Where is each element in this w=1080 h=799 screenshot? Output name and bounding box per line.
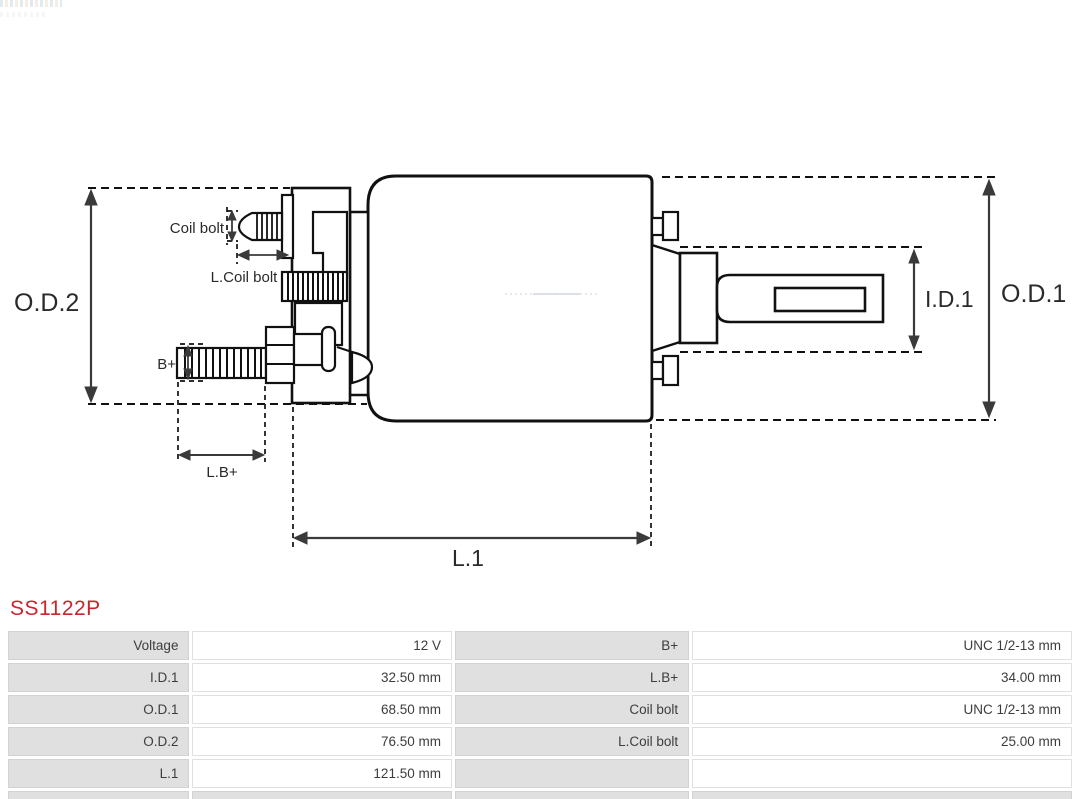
- coil-thread-block: [282, 272, 347, 301]
- spec-value: 121.50 mm: [192, 759, 452, 788]
- spec-row-id1: [8, 663, 1072, 692]
- plunger-collar: [652, 245, 680, 351]
- l1-dimension-label: L.1: [452, 545, 484, 571]
- b-plus-washer: [322, 327, 335, 371]
- spec-label: [192, 791, 452, 799]
- spec-label: O.D.2: [8, 727, 189, 756]
- spec-value: 32.50 mm: [192, 663, 452, 692]
- od1-dimension-label: O.D.1: [1001, 280, 1067, 308]
- spec-row-l1: [8, 759, 1072, 788]
- plunger-rod-slot: [775, 288, 865, 311]
- solenoid-can-outline: [368, 176, 652, 421]
- right-tab-top: [652, 212, 678, 240]
- b-plus-hex-nut: [266, 327, 294, 383]
- spec-label: I.D.1: [8, 663, 189, 692]
- spec-value: 34.00 mm: [692, 663, 1072, 692]
- part-number-title: SS1122P: [10, 597, 101, 620]
- spec-row-voltage: [8, 631, 1072, 660]
- spec-value: 12 V: [192, 631, 452, 660]
- coil-bolt-stud: [239, 195, 293, 258]
- spec-label: L.1: [8, 759, 189, 788]
- id1-dimension-label: I.D.1: [925, 286, 974, 312]
- spec-row-od2: [8, 727, 1072, 756]
- spec-label: B+: [455, 631, 689, 660]
- spec-value: 25.00 mm: [692, 727, 1072, 756]
- plunger-cap: [680, 253, 717, 343]
- spec-label: [692, 791, 1072, 799]
- coil-bolt-dimension-label: Coil bolt: [169, 220, 224, 237]
- spec-label: Voltage: [8, 631, 189, 660]
- spec-table: [5, 628, 1075, 799]
- spec-label: [455, 791, 689, 799]
- b-plus-shank: [294, 334, 323, 365]
- spec-label: [455, 759, 689, 788]
- b-plus-dimension-label: B+: [157, 356, 176, 373]
- spec-value: UNC 1/2-13 mm: [692, 695, 1072, 724]
- spec-value: 76.50 mm: [192, 727, 452, 756]
- l-coil-bolt-dimension-label: L.Coil bolt: [210, 269, 278, 286]
- spec-value: [692, 759, 1072, 788]
- spec-label: Coil bolt: [455, 695, 689, 724]
- spec-table-wrapper: [5, 628, 1075, 799]
- spec-label: L.Coil bolt: [455, 727, 689, 756]
- right-tab-bottom: [652, 356, 678, 385]
- spec-label: [8, 791, 189, 799]
- spec-label: L.B+: [455, 663, 689, 692]
- spec-value: 68.50 mm: [192, 695, 452, 724]
- spec-row-od1: [8, 695, 1072, 724]
- spec-value: UNC 1/2-13 mm: [692, 631, 1072, 660]
- spec-label: O.D.1: [8, 695, 189, 724]
- spec-row-cutoff: [8, 791, 1072, 799]
- od2-dimension-label: O.D.2: [14, 289, 80, 317]
- l-b-plus-dimension-label: L.B+: [206, 464, 238, 481]
